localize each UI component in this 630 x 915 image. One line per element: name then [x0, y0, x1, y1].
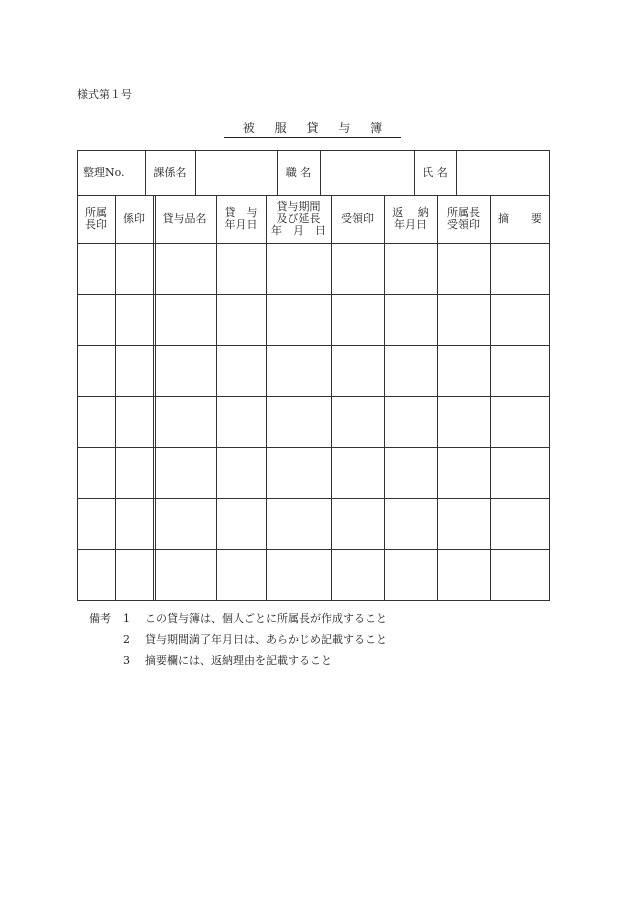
kakari-label: 課係名 [153, 165, 187, 179]
table-row-line [77, 396, 550, 397]
table-row-line [77, 243, 550, 244]
column-divider [115, 195, 116, 601]
notes-label: 備考 [89, 612, 111, 625]
column-divider [216, 195, 217, 601]
form-number: 様式第１号 [77, 88, 132, 101]
note-number: 2 [123, 633, 130, 646]
col-header-hinmei: 貸与品名 [162, 212, 207, 225]
header-divider [195, 150, 196, 195]
table-row-line [77, 195, 550, 196]
table-row-line [77, 345, 550, 346]
header-divider [320, 150, 321, 195]
col-header-shozoku-juryoin: 所属長 受領印 [447, 206, 480, 231]
col-header-henno-date: 返 納 年月日 [392, 206, 429, 231]
column-divider [266, 195, 267, 601]
table-border-left [77, 150, 78, 601]
table-border-bottom [77, 600, 550, 601]
col-header-tekiyo: 摘 要 [498, 212, 542, 225]
header-divider [456, 150, 457, 195]
ledger-table [77, 150, 550, 601]
note-number: 1 [123, 612, 130, 625]
note-text: 貸与期間満了年月日は、あらかじめ記載すること [145, 633, 387, 646]
col-header-juryoin: 受領印 [341, 212, 374, 225]
table-row-line [77, 447, 550, 448]
column-divider [155, 195, 156, 601]
shimei-label: 氏 名 [422, 165, 448, 179]
notes [89, 608, 387, 671]
col-header-kakariin: 係印 [123, 212, 145, 225]
col-header-shozoku-choin: 所属 長印 [85, 206, 107, 231]
table-border-right [549, 150, 550, 601]
column-divider [437, 195, 438, 601]
table-row-line [77, 498, 550, 499]
table-border-top [77, 150, 550, 151]
col-header-kikan: 貸与期間 及び延長 年 月 日 [271, 200, 326, 237]
title-char: 服 [274, 121, 287, 135]
column-divider [490, 195, 491, 601]
column-divider [384, 195, 385, 601]
table-row-line [77, 549, 550, 550]
note-number: 3 [123, 654, 130, 667]
ledger-title [224, 119, 401, 138]
col-header-taiyo-date: 貸 与 年月日 [224, 206, 258, 231]
shoku-label: 職 名 [285, 165, 312, 179]
note-text: 摘要欄には、返納理由を記載すること [145, 654, 332, 667]
note-text: この貸与簿は、個人ごとに所属長が作成すること [145, 612, 387, 625]
header-divider [145, 150, 146, 195]
seiri-no-label: 整理No. [83, 165, 125, 179]
column-divider [153, 195, 154, 601]
header-divider [277, 150, 278, 195]
header-divider [414, 150, 415, 195]
title-char: 貸 [306, 121, 319, 135]
column-divider [331, 195, 332, 601]
title-char: 与 [338, 121, 351, 135]
title-char: 簿 [370, 121, 383, 135]
title-char: 被 [242, 121, 255, 135]
table-row-line [77, 294, 550, 295]
